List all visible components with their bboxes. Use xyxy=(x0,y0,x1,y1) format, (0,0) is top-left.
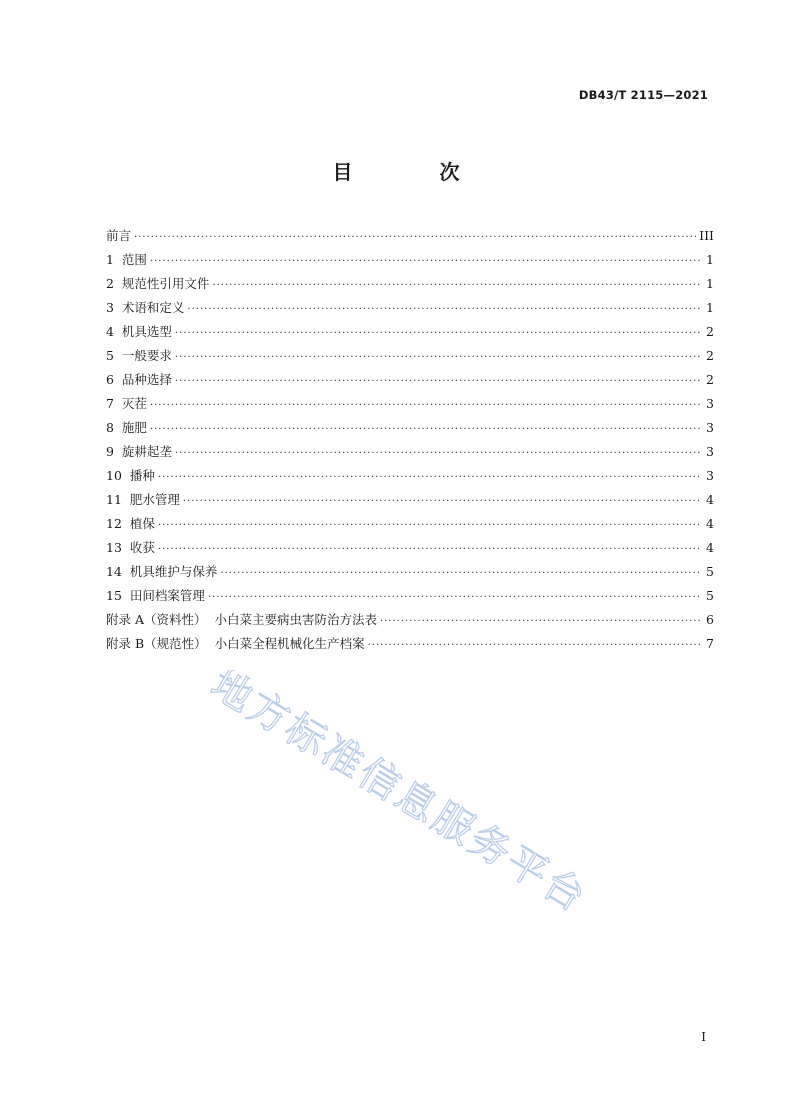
toc-entry-number: 14 xyxy=(106,564,130,579)
toc-entry-label: 播种 xyxy=(129,468,155,483)
toc-entry-3[interactable] xyxy=(106,296,714,320)
toc-entry-number: 12 xyxy=(106,516,130,531)
toc-entry-label: 肥水管理 xyxy=(129,492,180,507)
toc-entry-page: 5 xyxy=(706,564,714,579)
toc-entry-label: 前言 xyxy=(106,228,132,243)
toc-dot-leader xyxy=(175,442,701,466)
toc-entry-label: 术语和定义 xyxy=(121,300,185,315)
toc-entry-label: 田间档案管理 xyxy=(129,588,205,603)
toc-dot-leader xyxy=(158,538,701,562)
toc-entry-number: 1 xyxy=(106,252,122,267)
toc-entry-4[interactable] xyxy=(106,320,714,344)
toc-entry-number: 13 xyxy=(106,540,130,555)
toc-dot-leader xyxy=(175,370,701,394)
toc-entry-11[interactable] xyxy=(106,488,714,512)
toc-entry-number: 7 xyxy=(106,396,122,411)
toc-dot-leader xyxy=(368,634,701,658)
toc-entry-appendix-a[interactable] xyxy=(106,608,714,632)
toc-entry-label: 收获 xyxy=(129,540,155,555)
watermark-text: 地方标准信息服务平台 xyxy=(202,670,596,923)
toc-entry-label: 规范性引用文件 xyxy=(121,276,210,291)
toc-entry-page: 3 xyxy=(706,444,714,459)
toc-entry-1[interactable] xyxy=(106,248,714,272)
page-title: 目 次 xyxy=(332,160,500,184)
toc-entry-page: 4 xyxy=(706,540,714,555)
toc-dot-leader xyxy=(208,586,701,610)
toc-dot-leader xyxy=(158,466,701,490)
toc-entry-13[interactable] xyxy=(106,536,714,560)
toc-entry-page: 4 xyxy=(706,516,714,531)
table-of-contents xyxy=(106,224,714,656)
toc-dot-leader xyxy=(183,490,701,514)
toc-entry-page: 5 xyxy=(706,588,714,603)
toc-entry-label: 机具选型 xyxy=(121,324,172,339)
toc-entry-page: III xyxy=(699,228,714,243)
toc-entry-number: 2 xyxy=(106,276,122,291)
toc-entry-number: 6 xyxy=(106,372,122,387)
toc-entry-number: 5 xyxy=(106,348,122,363)
toc-dot-leader xyxy=(150,394,701,418)
toc-entry-label: 旋耕起垄 xyxy=(121,444,172,459)
toc-entry-label: 范围 xyxy=(121,252,147,267)
toc-entry-page: 3 xyxy=(706,420,714,435)
toc-entry-5[interactable] xyxy=(106,344,714,368)
toc-entry-number: 15 xyxy=(106,588,130,603)
toc-entry-label: 机具维护与保养 xyxy=(129,564,218,579)
toc-entry-page: 4 xyxy=(706,492,714,507)
toc-entry-page: 3 xyxy=(706,396,714,411)
toc-entry-page: 3 xyxy=(706,468,714,483)
toc-dot-leader xyxy=(134,226,696,250)
toc-entry-page: 7 xyxy=(706,636,714,651)
toc-dot-leader xyxy=(187,298,701,322)
toc-entry-page: 6 xyxy=(706,612,714,627)
toc-entry-label: 一般要求 xyxy=(121,348,172,363)
toc-dot-leader xyxy=(220,562,701,586)
toc-entry-number: 4 xyxy=(106,324,122,339)
toc-entry-label: 灭茬 xyxy=(121,396,147,411)
toc-entry-number: 11 xyxy=(106,492,130,507)
toc-entry-9[interactable] xyxy=(106,440,714,464)
toc-entry-label: 品种选择 xyxy=(121,372,172,387)
toc-entry-label: 附录 A（资料性） 小白菜主要病虫害防治方法表 xyxy=(106,612,377,627)
toc-entry-appendix-b[interactable] xyxy=(106,632,714,656)
toc-entry-6[interactable] xyxy=(106,368,714,392)
toc-entry-12[interactable] xyxy=(106,512,714,536)
toc-entry-label: 施肥 xyxy=(121,420,147,435)
toc-entry-page: 1 xyxy=(706,252,714,267)
toc-entry-page: 2 xyxy=(706,348,714,363)
toc-dot-leader xyxy=(212,274,701,298)
document-code: DB43/T 2115—2021 xyxy=(578,88,708,102)
toc-entry-10[interactable] xyxy=(106,464,714,488)
toc-entry-8[interactable] xyxy=(106,416,714,440)
toc-entry-number: 3 xyxy=(106,300,122,315)
toc-dot-leader xyxy=(175,346,701,370)
watermark xyxy=(196,670,666,940)
toc-entry-15[interactable] xyxy=(106,584,714,608)
toc-entry-page: 1 xyxy=(706,276,714,291)
page-number: I xyxy=(701,1030,706,1044)
toc-entry-14[interactable] xyxy=(106,560,714,584)
toc-dot-leader xyxy=(380,610,701,634)
toc-entry-page: 2 xyxy=(706,324,714,339)
toc-entry-foreword[interactable] xyxy=(106,224,714,248)
toc-entry-label: 附录 B（规范性） 小白菜全程机械化生产档案 xyxy=(106,636,365,651)
toc-entry-number: 8 xyxy=(106,420,122,435)
toc-entry-label: 植保 xyxy=(129,516,155,531)
toc-entry-7[interactable] xyxy=(106,392,714,416)
toc-dot-leader xyxy=(150,418,701,442)
toc-entry-number: 10 xyxy=(106,468,130,483)
toc-dot-leader xyxy=(175,322,701,346)
toc-entry-number: 9 xyxy=(106,444,122,459)
toc-entry-2[interactable] xyxy=(106,272,714,296)
toc-dot-leader xyxy=(150,250,701,274)
toc-entry-page: 1 xyxy=(706,300,714,315)
toc-entry-page: 2 xyxy=(706,372,714,387)
toc-dot-leader xyxy=(158,514,701,538)
